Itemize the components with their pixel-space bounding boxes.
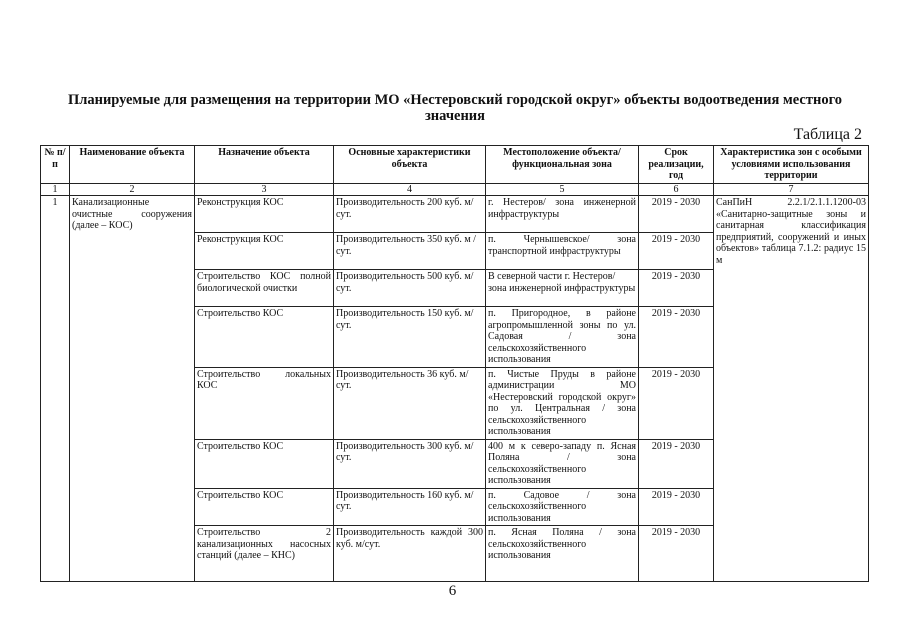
table-row (41, 196, 869, 233)
header-cell: Наименование объекта (70, 146, 195, 184)
header-cell: Основные характеристики объекта (334, 146, 486, 184)
implementation-term: 2019 - 2030 (639, 307, 714, 368)
object-location: 400 м к северо-западу п. Ясная Поляна / зона сельскохозяйственного использования (486, 439, 639, 488)
object-characteristics: Производительность 160 куб. м/сут. (334, 488, 486, 526)
column-number: 1 (41, 183, 70, 196)
object-characteristics: Производительность 350 куб. м /сут. (334, 233, 486, 270)
object-purpose: Строительство КОС (195, 307, 334, 368)
header-cell: Назначение объекта (195, 146, 334, 184)
column-number: 4 (334, 183, 486, 196)
header-cell: Срок реализации, год (639, 146, 714, 184)
object-characteristics: Производительность 150 куб. м/сут. (334, 307, 486, 368)
header-row (41, 146, 869, 184)
object-location: В северной части г. Нестеров/ зона инженерной инфраструктуры (486, 270, 639, 307)
object-characteristics: Производительность каждой 300 куб. м/сут. (334, 526, 486, 582)
column-number: 6 (639, 183, 714, 196)
object-location: п. Пригородное, в районе агропромышленной зоны по ул. Садовая / зона сельскохозяйственного использования (486, 307, 639, 368)
object-location: г. Нестеров/ зона инженерной инфраструктуры (486, 196, 639, 233)
row-number: 1 (41, 196, 70, 582)
implementation-term: 2019 - 2030 (639, 233, 714, 270)
column-number: 7 (714, 183, 869, 196)
object-name: Канализационные очистные сооружения (далее – КОС) (70, 196, 195, 582)
table-label: Таблица 2 (793, 126, 862, 143)
page-number: 6 (448, 583, 457, 599)
object-purpose: Строительство локальных КОС (195, 367, 334, 439)
implementation-term: 2019 - 2030 (639, 270, 714, 307)
implementation-term: 2019 - 2030 (639, 488, 714, 526)
object-purpose: Реконструкция КОС (195, 233, 334, 270)
object-characteristics: Производительность 500 куб. м/сут. (334, 270, 486, 307)
column-number: 5 (486, 183, 639, 196)
column-number: 3 (195, 183, 334, 196)
header-cell: Характеристика зон с особыми условиями использования территории (714, 146, 869, 184)
column-number-row (41, 183, 869, 196)
column-number: 2 (70, 183, 195, 196)
object-location: п. Ясная Поляна / зона сельскохозяйственного использования (486, 526, 639, 582)
object-location: п. Чистые Пруды в районе администрации МО «Нестеровский городской округ» по ул. Центральная / зона сельскохозяйственного использования (486, 367, 639, 439)
implementation-term: 2019 - 2030 (639, 439, 714, 488)
object-location: п. Чернышевское/ зона транспортной инфраструктуры (486, 233, 639, 270)
object-purpose: Строительство КОС (195, 488, 334, 526)
header-cell: № п/п (41, 146, 70, 184)
object-characteristics: Производительность 200 куб. м/сут. (334, 196, 486, 233)
implementation-term: 2019 - 2030 (639, 526, 714, 582)
object-characteristics: Производительность 36 куб. м/сут. (334, 367, 486, 439)
object-purpose: Строительство КОС (195, 439, 334, 488)
object-purpose: Реконструкция КОС (195, 196, 334, 233)
facilities-table (40, 145, 869, 582)
object-location: п. Садовое / зона сельскохозяйственного использования (486, 488, 639, 526)
object-characteristics: Производительность 300 куб. м/сут. (334, 439, 486, 488)
object-purpose: Строительство КОС полной биологической очистки (195, 270, 334, 307)
implementation-term: 2019 - 2030 (639, 196, 714, 233)
header-cell: Местоположение объекта/ функциональная зона (486, 146, 639, 184)
document-title: Планируемые для размещения на территории МО «Нестеровский городской округ» объекты водоотведения местного значения (67, 92, 843, 124)
implementation-term: 2019 - 2030 (639, 367, 714, 439)
object-purpose: Строительство 2 канализационных насосных станций (далее – КНС) (195, 526, 334, 582)
special-zone-characteristics: СанПиН 2.2.1/2.1.1.1200-03 «Санитарно-защитные зоны и санитарная классификация предприятий, сооружений и иных объектов» таблица 7.1.2: радиус 15 м (714, 196, 869, 582)
